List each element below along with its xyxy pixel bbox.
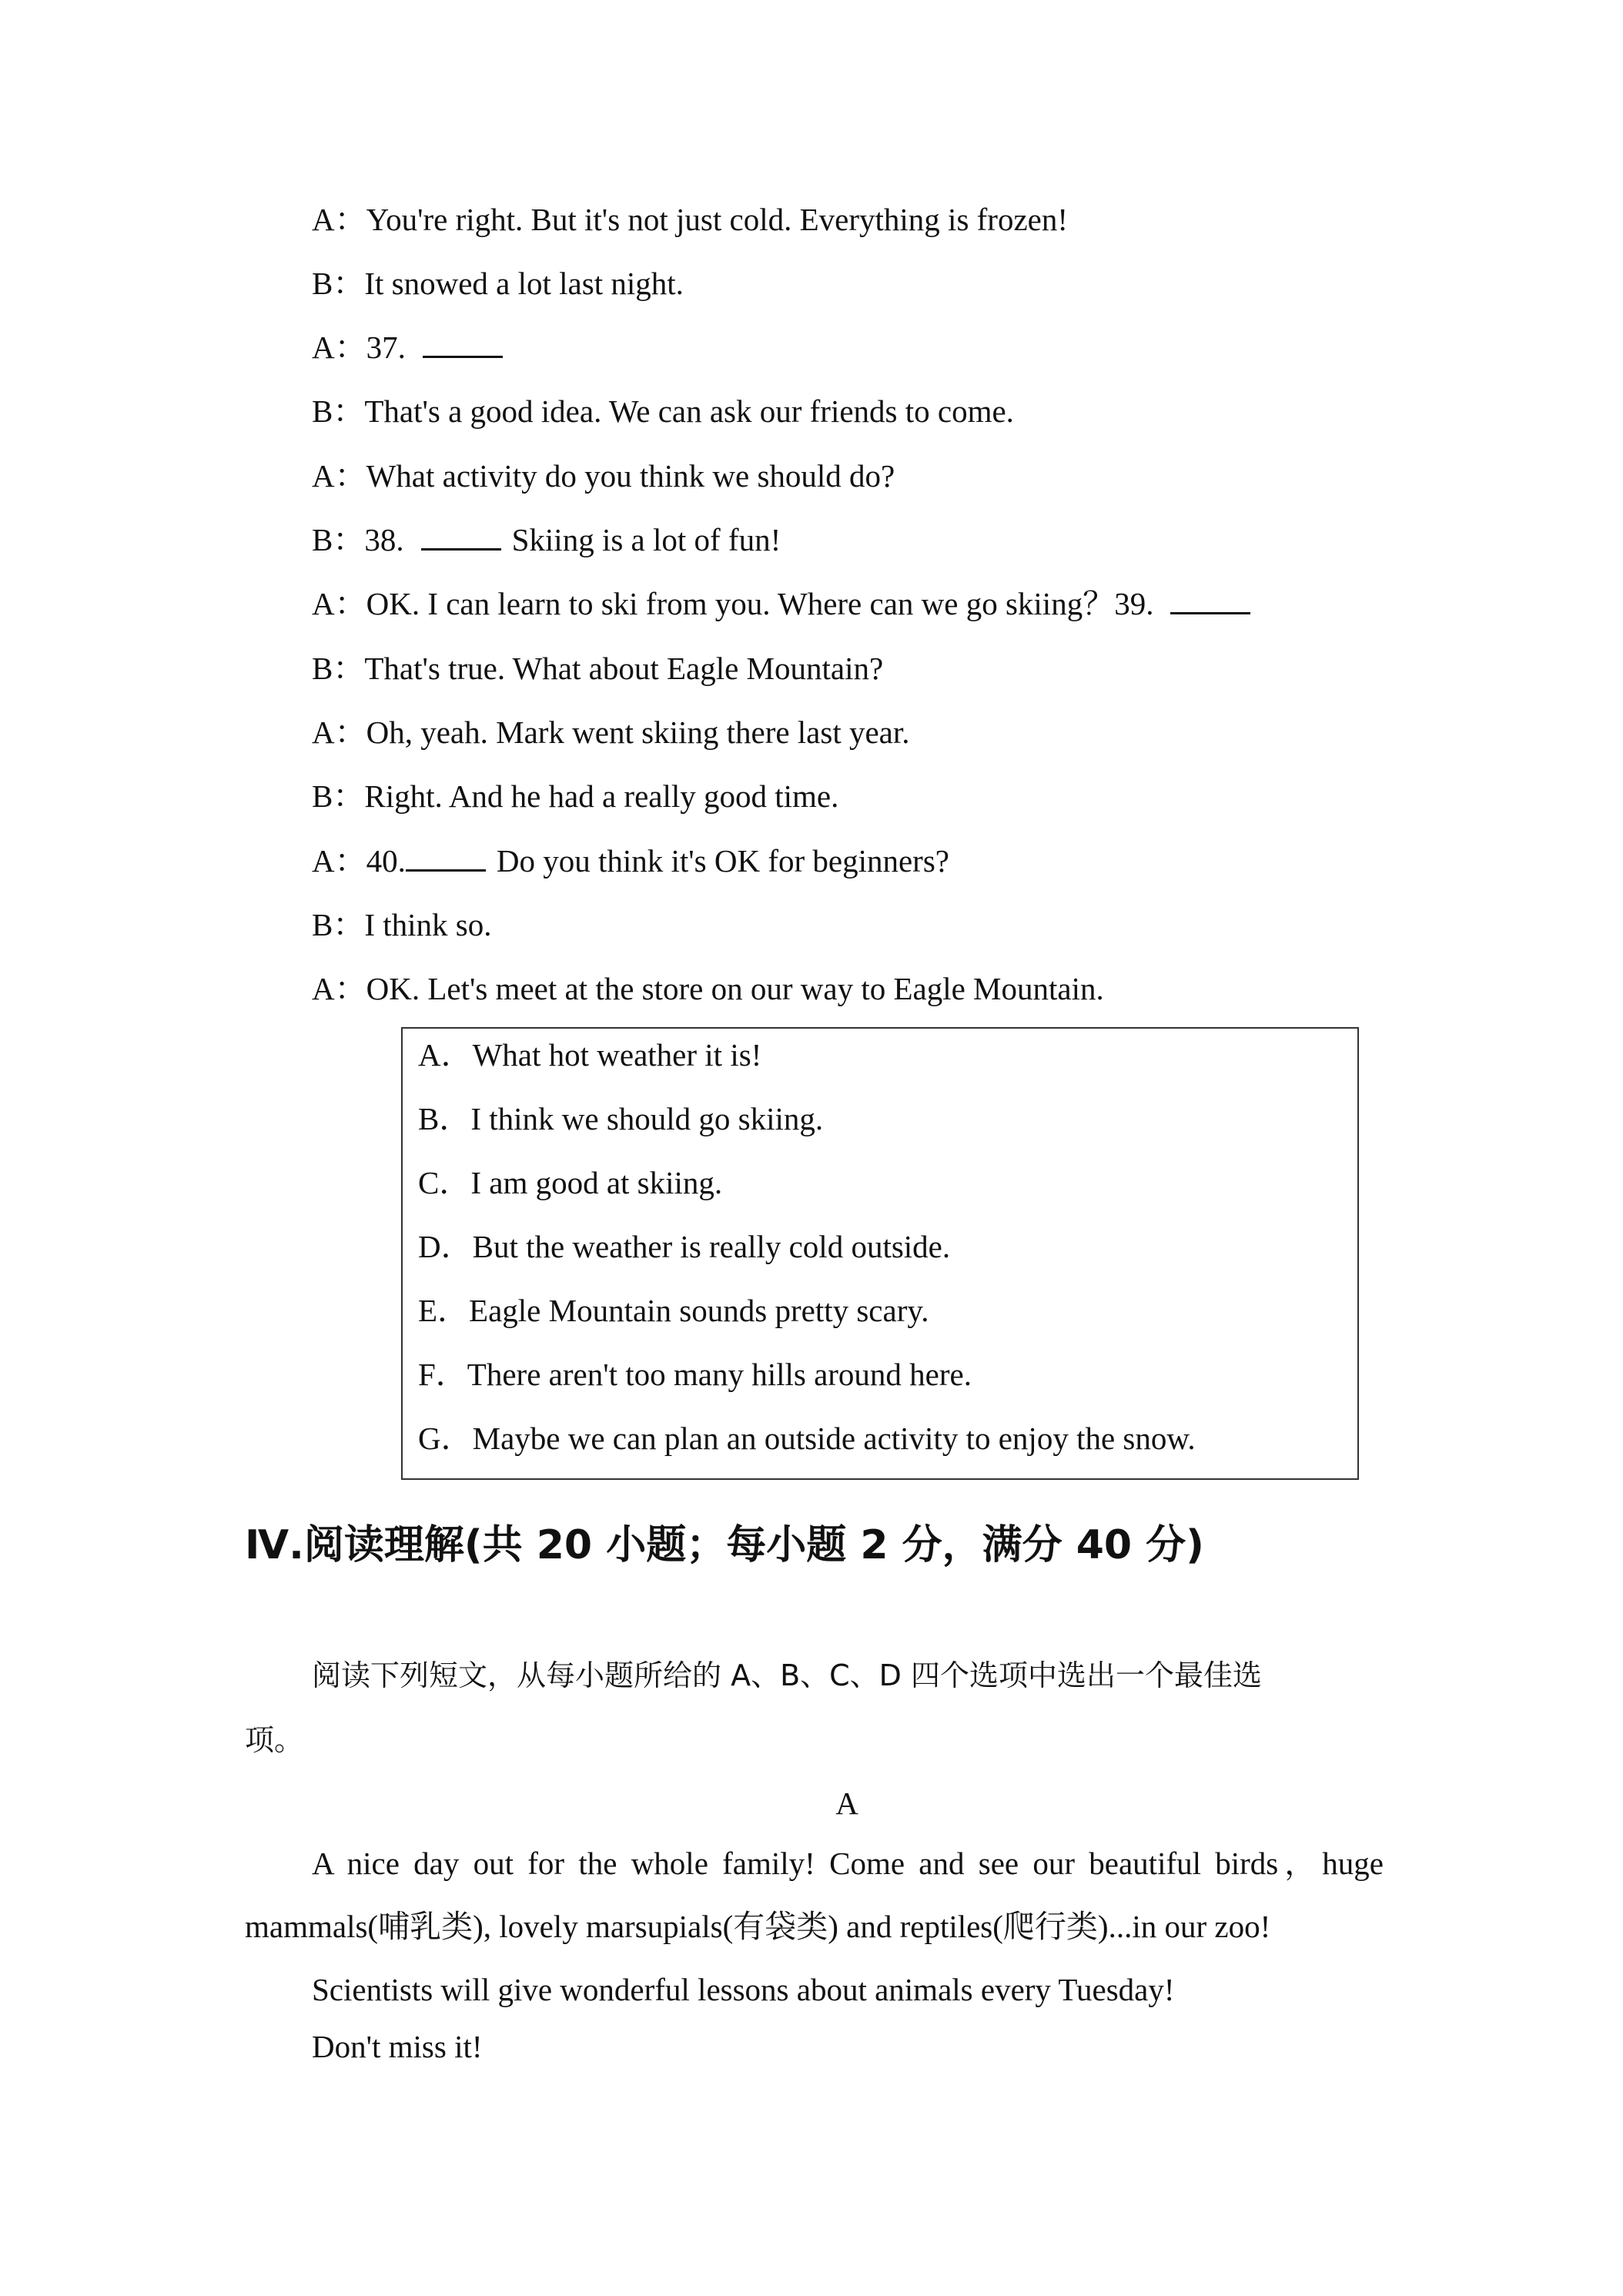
- speaker-label: B：: [312, 393, 365, 429]
- passage-paragraph-2: Scientists will give wonderful lessons about animals every Tuesday!: [312, 1972, 1175, 2007]
- question-number: 38.: [364, 522, 404, 557]
- dialogue-text: It snowed a lot last night.: [364, 266, 684, 301]
- speaker-label: B：: [312, 651, 365, 686]
- dialogue-line: [312, 198, 1068, 241]
- speaker-label: A：: [312, 330, 366, 365]
- passage-paragraph-1-line-2: mammals(哺乳类), lovely marsupials(有袋类) and reptiles(爬行类)...in our zoo!: [245, 1909, 1271, 1944]
- speaker-label: B：: [312, 522, 365, 557]
- dialogue-line: [312, 967, 1104, 1010]
- dialogue-text: That's true. What about Eagle Mountain?: [364, 651, 884, 686]
- instructions-line-2: 项。: [245, 1723, 304, 1757]
- speaker-label: B：: [312, 778, 365, 814]
- passage-paragraph-3: Don't miss it!: [312, 2029, 483, 2064]
- question-number: 39.: [1114, 586, 1154, 621]
- dialogue-text: What activity do you think we should do?: [366, 458, 895, 494]
- dialogue-text: Skiing is a lot of fun!: [511, 522, 781, 557]
- option-e: E．Eagle Mountain sounds pretty scary.: [418, 1293, 929, 1328]
- dialogue-line: [312, 326, 514, 369]
- dialogue-line: [312, 582, 1261, 625]
- dialogue-line: [312, 518, 781, 561]
- options-box: [401, 1027, 1359, 1480]
- dialogue-line: [312, 390, 1014, 433]
- option-g: G．Maybe we can plan an outside activity to enjoy the snow.: [418, 1421, 1196, 1456]
- dialogue-line: [312, 711, 910, 754]
- speaker-label: B：: [312, 266, 365, 301]
- option-d: D．But the weather is really cold outside.: [418, 1229, 951, 1264]
- speaker-label: A：: [312, 458, 366, 494]
- dialogue-line: [312, 454, 895, 497]
- dialogue-line: [312, 647, 883, 690]
- answer-blank: [421, 519, 501, 551]
- speaker-label: A：: [312, 715, 366, 750]
- option-f: F．There aren't too many hills around here.: [418, 1357, 972, 1392]
- dialogue-text: Oh, yeah. Mark went skiing there last year.: [366, 715, 910, 750]
- question-number: 37.: [366, 330, 406, 365]
- dialogue-line: [312, 775, 838, 818]
- option-c: C．I am good at skiing.: [418, 1165, 723, 1200]
- option-b: B．I think we should go skiing.: [418, 1101, 824, 1136]
- dialogue-text: I think so.: [364, 907, 492, 942]
- speaker-label: A：: [312, 202, 366, 237]
- option-a: A．What hot weather it is!: [418, 1037, 762, 1073]
- speaker-label: B：: [312, 907, 365, 942]
- dialogue-line: [312, 839, 949, 882]
- dialogue-text: OK. Let's meet at the store on our way to Eagle Mountain.: [366, 971, 1104, 1006]
- dialogue-text: Right. And he had a really good time.: [364, 778, 839, 814]
- instructions-line-1: 阅读下列短文，从每小题所给的 A、B、C、D 四个选项中选出一个最佳选: [312, 1658, 1263, 1692]
- passage-paragraph-1-line-1: A nice day out for the whole family! Come and see our beautiful birds，huge: [312, 1846, 1384, 1881]
- question-number: 40.: [366, 843, 406, 879]
- passage-label: A: [835, 1786, 858, 1821]
- section-title: Ⅳ.阅读理解(共 20 小题；每小题 2 分，满分 40 分): [245, 1522, 1204, 1568]
- speaker-label: A：: [312, 586, 366, 621]
- dialogue-text: Do you think it's OK for beginners?: [496, 843, 949, 879]
- dialogue-line: [312, 262, 684, 305]
- speaker-label: A：: [312, 843, 366, 879]
- dialogue-text: You're right. But it's not just cold. Everything is frozen!: [366, 202, 1068, 237]
- dialogue-line: [312, 903, 492, 946]
- answer-blank: [1170, 583, 1250, 614]
- speaker-label: A：: [312, 971, 366, 1006]
- dialogue-text: That's a good idea. We can ask our friends to come.: [364, 393, 1014, 429]
- dialogue-text: OK. I can learn to ski from you. Where can we go skiing？: [366, 586, 1115, 621]
- answer-blank: [406, 840, 486, 872]
- answer-blank: [423, 326, 503, 358]
